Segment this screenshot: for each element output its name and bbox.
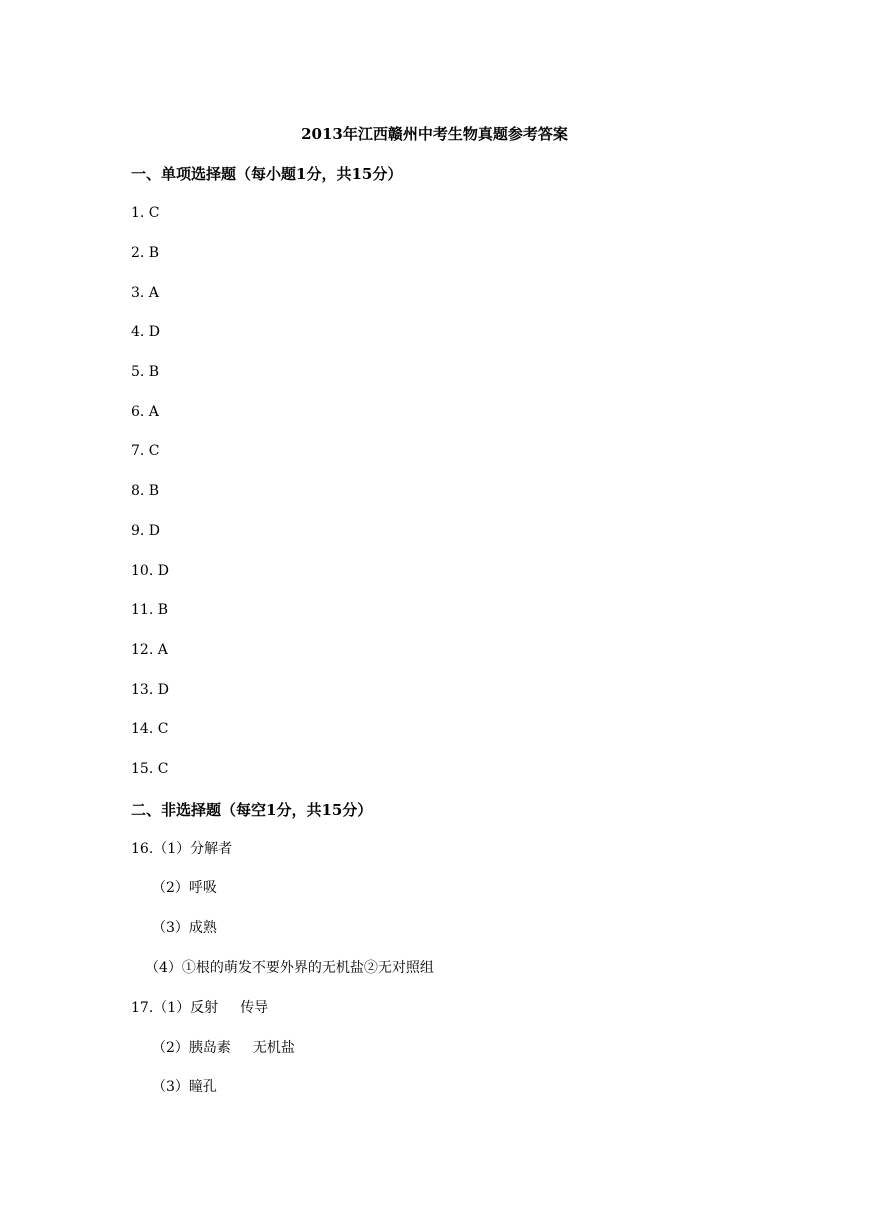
question-17-part-3: （3）瞳孔 — [152, 1079, 217, 1095]
answer-item: 9. D — [131, 523, 161, 539]
section-1-heading: 一、单项选择题（每小题1分，共15分） — [131, 165, 403, 183]
question-17-label: 17. — [131, 1000, 154, 1016]
answer-text: 无机盐 — [252, 1040, 295, 1056]
question-16-part-1 — [131, 839, 232, 859]
section-2-heading: 二、非选择题（每空1分，共15分） — [131, 801, 373, 819]
answer-item: 7. C — [131, 443, 160, 459]
question-16-part-2: （2）呼吸 — [152, 880, 217, 896]
answer-item: 11. B — [131, 602, 169, 618]
answer-item: 12. A — [131, 642, 168, 658]
answer-text: （2）胰岛素 — [152, 1040, 231, 1056]
answer-item: 5. B — [131, 364, 160, 380]
answer-text: （1）反射 — [153, 1000, 219, 1016]
question-17-part-2 — [152, 1038, 295, 1058]
document-title: 2013年江西赣州中考生物真题参考答案 — [301, 125, 568, 143]
question-16-part-4: （4）①根的萌发不要外界的无机盐②无对照组 — [145, 960, 434, 976]
question-17-part-1 — [131, 998, 268, 1018]
question-16-part-3: （3）成熟 — [152, 920, 217, 936]
answer-item: 13. D — [131, 682, 169, 698]
answer-item: 4. D — [131, 324, 161, 340]
answer-item: 14. C — [131, 721, 169, 737]
answer-item: 6. A — [131, 404, 159, 420]
question-16-label: 16. — [131, 841, 154, 857]
answer-text: 传导 — [240, 1000, 269, 1016]
answer-item: 3. A — [131, 285, 159, 301]
answer-item: 1. C — [131, 205, 160, 221]
answer-item: 15. C — [131, 761, 169, 777]
answer-item: 10. D — [131, 563, 169, 579]
answer-text: （1）分解者 — [153, 841, 233, 857]
answer-item: 8. B — [131, 483, 160, 499]
answer-item: 2. B — [131, 245, 160, 261]
